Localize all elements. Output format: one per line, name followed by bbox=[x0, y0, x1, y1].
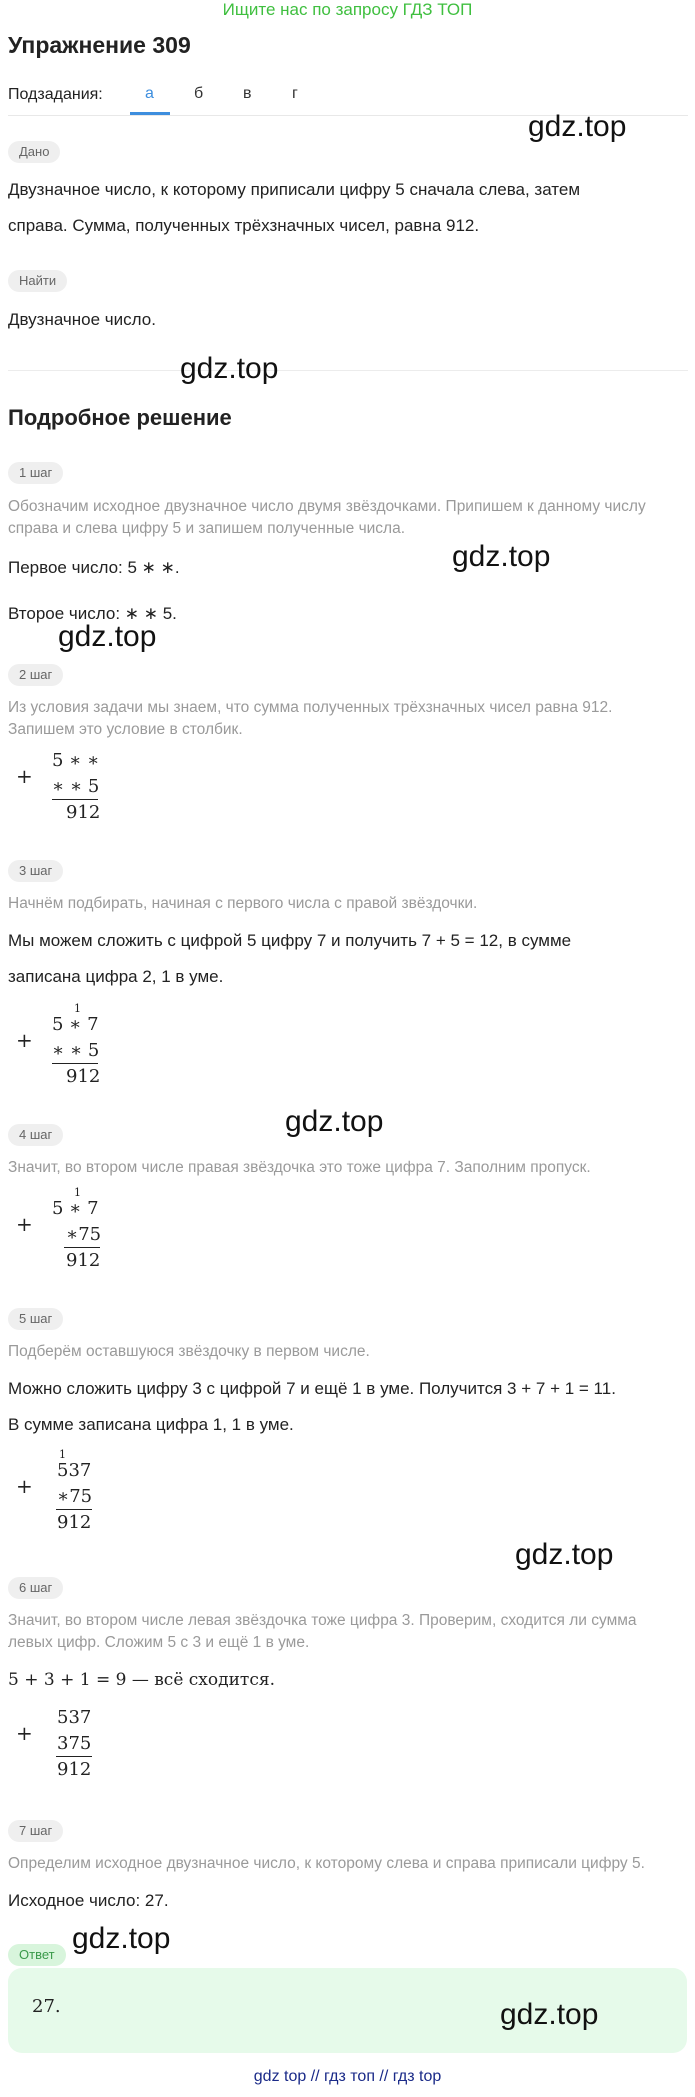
column-second-number: 375 bbox=[57, 1733, 92, 1754]
page-title: Упражнение 309 bbox=[8, 32, 191, 58]
step3-text-line1: Мы можем сложить с цифрой 5 цифру 7 и получить 7 + 5 = 12, в сумме bbox=[8, 931, 572, 950]
solution-heading: Подробное решение bbox=[8, 405, 232, 430]
step6-note-line1: Значит, во втором числе левая звёздочка тоже цифра 3. Проверим, сходится ли сумма bbox=[8, 1612, 637, 1629]
step2-note-line1: Из условия задачи мы знаем, что сумма полученных трёхзначных чисел равна 912. bbox=[8, 699, 613, 716]
column-top-number: 5 ∗ ∗ bbox=[52, 750, 100, 771]
watermark: gdz.top bbox=[72, 1922, 171, 1955]
column-sum: 912 bbox=[57, 1512, 92, 1533]
carry-digit: 1 bbox=[59, 1448, 66, 1461]
column-sum: 912 bbox=[66, 1250, 101, 1271]
tab-v[interactable]: в bbox=[243, 85, 252, 102]
watermark: gdz.top bbox=[452, 540, 551, 573]
given-text-line2: справа. Сумма, полученных трёхзначных чисел, равна 912. bbox=[8, 216, 480, 235]
column-top-number: 5 ∗ 7 bbox=[52, 1014, 99, 1035]
step4-note: Значит, во втором числе правая звёздочка это тоже цифра 7. Заполним пропуск. bbox=[8, 1159, 591, 1176]
step5-column-addition bbox=[16, 1448, 136, 1538]
step5-note: Подберём оставшуюся звёздочку в первом числе. bbox=[8, 1343, 370, 1360]
column-sum: 912 bbox=[66, 802, 101, 823]
plus-sign: + bbox=[16, 764, 33, 788]
given-text-line1: Двузначное число, к которому приписали цифру 5 сначала слева, затем bbox=[8, 180, 581, 199]
step3-note: Начнём подбирать, начиная с первого числа с правой звёздочки. bbox=[8, 895, 478, 912]
column-second-number: ∗ ∗ 5 bbox=[52, 1040, 100, 1061]
watermark: gdz.top bbox=[500, 1998, 599, 2031]
tab-g[interactable]: г bbox=[292, 85, 298, 102]
watermark: gdz.top bbox=[528, 110, 627, 143]
column-top-number: 537 bbox=[57, 1707, 92, 1728]
carry-digit: 1 bbox=[74, 1186, 81, 1199]
plus-sign: + bbox=[16, 1212, 33, 1236]
column-top-number: 537 bbox=[57, 1460, 92, 1481]
answer-pill: Ответ bbox=[8, 1944, 66, 1966]
step7-result: Исходное число: 27. bbox=[8, 1891, 169, 1910]
step5-text-line2: В сумме записана цифра 1, 1 в уме. bbox=[8, 1415, 294, 1434]
step1-note-line2: справа и слева цифру 5 и запишем полученные числа. bbox=[8, 520, 406, 537]
column-sum-line bbox=[52, 799, 98, 800]
watermark: gdz.top bbox=[58, 620, 157, 653]
given-pill: Дано bbox=[8, 141, 60, 163]
step4-column-addition bbox=[16, 1186, 136, 1276]
column-second-number: ∗75 bbox=[57, 1486, 93, 1507]
section-divider bbox=[8, 370, 688, 371]
step5-text-line1: Можно сложить цифру 3 с цифрой 7 и ещё 1 в уме. Получится 3 + 7 + 1 = 11. bbox=[8, 1379, 616, 1398]
column-top-number: 5 ∗ 7 bbox=[52, 1198, 99, 1219]
watermark: gdz.top bbox=[285, 1105, 384, 1138]
column-sum-line bbox=[56, 1756, 92, 1757]
step3-column-addition bbox=[16, 1002, 136, 1092]
watermark: gdz.top bbox=[180, 352, 279, 385]
column-second-number: ∗ ∗ 5 bbox=[52, 776, 100, 797]
tab-b[interactable]: б bbox=[194, 85, 204, 102]
step2-note-line2: Запишем это условие в столбик. bbox=[8, 721, 243, 738]
step1-second-number: Второе число: ∗ ∗ 5. bbox=[8, 604, 177, 623]
column-sum-line bbox=[52, 1063, 98, 1064]
promo-banner[interactable]: Ищите нас по запросу ГДЗ ТОП bbox=[222, 0, 473, 19]
plus-sign: + bbox=[16, 1721, 33, 1745]
column-sum: 912 bbox=[57, 1759, 92, 1780]
step6-pill: 6 шаг bbox=[8, 1577, 63, 1599]
watermark: gdz.top bbox=[515, 1538, 614, 1571]
subtasks-label: Подзадания: bbox=[8, 86, 103, 103]
column-second-number: ∗75 bbox=[66, 1224, 102, 1245]
step6-check: 5 + 3 + 1 = 9 — всё сходится. bbox=[8, 1670, 275, 1690]
step2-pill: 2 шаг bbox=[8, 664, 63, 686]
step7-note: Определим исходное двузначное число, к которому слева и справа приписали цифру 5. bbox=[8, 1855, 645, 1872]
plus-sign: + bbox=[16, 1474, 33, 1498]
step4-pill: 4 шаг bbox=[8, 1124, 63, 1146]
step6-note-line2: левых цифр. Сложим 5 с 3 и ещё 1 в уме. bbox=[8, 1634, 310, 1651]
carry-digit: 1 bbox=[74, 1002, 81, 1015]
column-sum: 912 bbox=[66, 1066, 101, 1087]
find-text: Двузначное число. bbox=[8, 310, 156, 329]
step6-column-addition bbox=[16, 1707, 136, 1787]
step1-first-number: Первое число: 5 ∗ ∗. bbox=[8, 558, 180, 577]
step5-pill: 5 шаг bbox=[8, 1308, 63, 1330]
step1-note-line1: Обозначим исходное двузначное число двумя звёздочками. Припишем к данному числу bbox=[8, 498, 646, 515]
plus-sign: + bbox=[16, 1028, 33, 1052]
step3-pill: 3 шаг bbox=[8, 860, 63, 882]
step1-pill: 1 шаг bbox=[8, 462, 63, 484]
column-sum-line bbox=[56, 1509, 92, 1510]
step3-text-line2: записана цифра 2, 1 в уме. bbox=[8, 967, 224, 986]
step2-column-addition bbox=[16, 750, 136, 830]
answer-value: 27. bbox=[32, 1996, 61, 2017]
column-sum-line bbox=[64, 1247, 100, 1248]
tab-a[interactable]: а bbox=[145, 85, 154, 102]
step7-pill: 7 шаг bbox=[8, 1820, 63, 1842]
footer-links[interactable]: gdz top // гдз топ // гдз top bbox=[253, 2068, 442, 2085]
find-pill: Найти bbox=[8, 270, 67, 292]
